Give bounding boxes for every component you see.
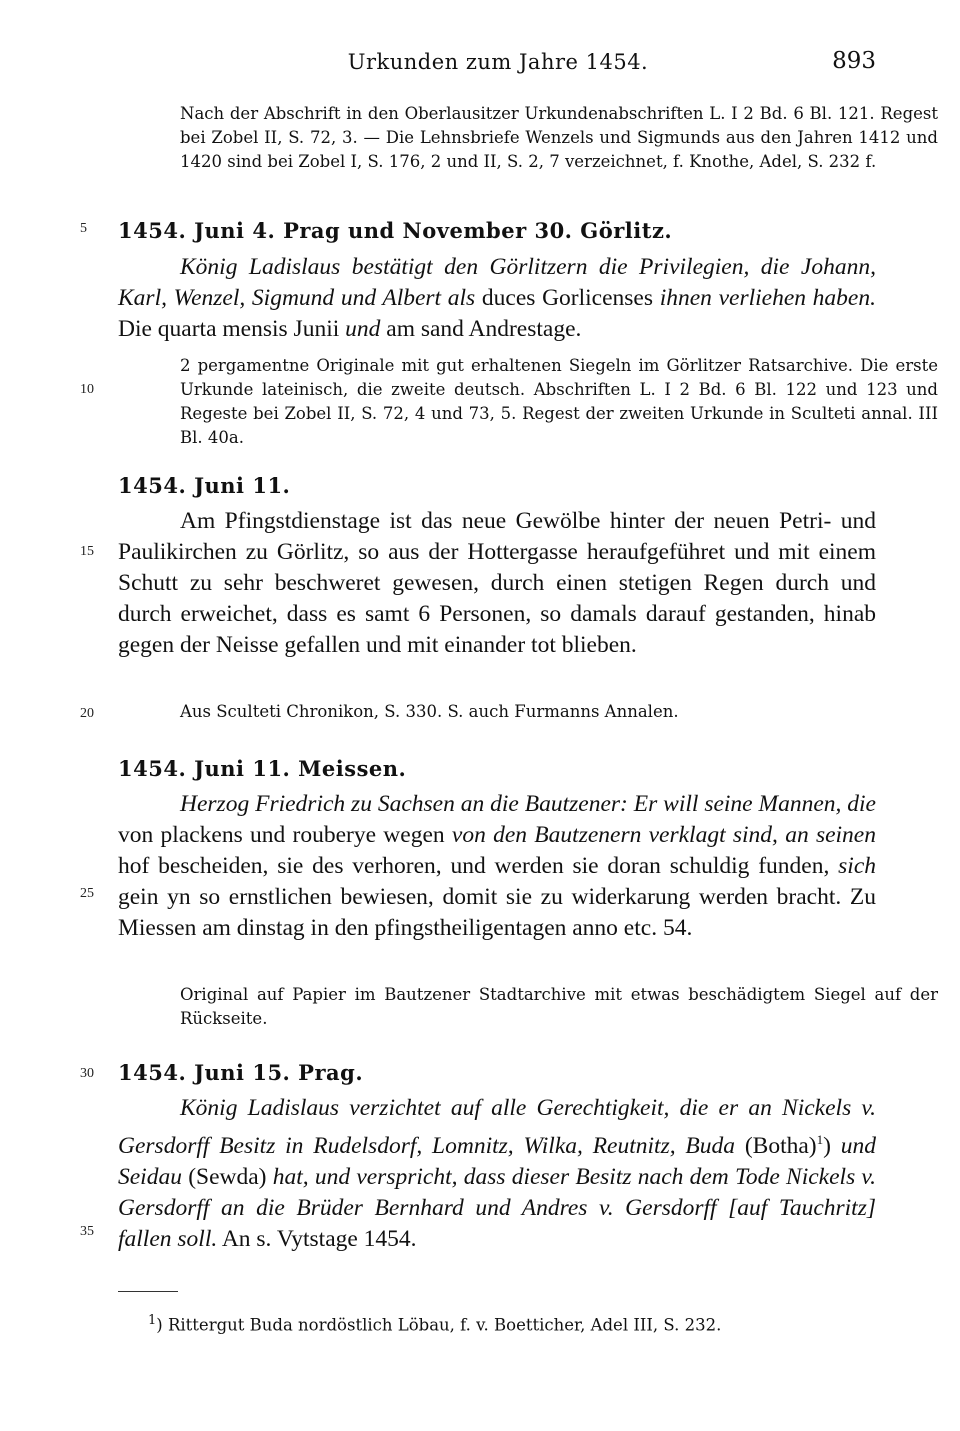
entry-body xyxy=(118,252,876,345)
footnote xyxy=(148,1313,721,1335)
roman-text: hof bescheiden, sie des verhoren, und werden sie doran schuldig funden, xyxy=(118,853,839,879)
footnote-mark[interactable]: 1 xyxy=(816,1132,824,1147)
top-note: Nach der Abschrift in den Oberlausitzer Urkundenabschriften L. I 2 Bd. 6 Bl. 121. Regest bei Zobel II, S. 72, 3. — Die Lehnsbriefe Wenzels und Sigmunds aus den Jahren 1412 und 1420 sind bei Zobel I, S. 176, 2 und II, S. 2, 7 verzeichnet, f. Knothe, Adel, S. 232 f. xyxy=(180,104,938,171)
footnote-number: 1 xyxy=(148,1313,157,1328)
italic-text: König Ladislaus verzichtet auf alle Gerechtigkeit, die er an Nickels v. Gersdorff Besitz in Rudelsdorf, Lomnitz, Wilka, Reutnitz, Buda xyxy=(118,1095,876,1159)
entry-heading: 1454. Juni 11. Meissen. xyxy=(118,756,407,781)
entry-heading: 1454. Juni 15. Prag. xyxy=(118,1060,364,1085)
roman-text: (Botha) xyxy=(735,1132,817,1159)
italic-text: König Ladislaus bestätigt den Görlitzern die Privilegien, die Johann, Karl, Wenzel, Sigmund und Albert als xyxy=(118,254,876,311)
roman-text: (Sewda) xyxy=(181,1163,273,1190)
entry-body xyxy=(118,1093,876,1255)
italic-text: hat, und verspricht, dass dieser Besitz nach dem Tode Nickels v. Gersdorff an die Brüder Bernhard und Andres v. Gersdorff [auf Tauchritz] fallen soll. xyxy=(118,1163,876,1252)
entry-note: Aus Sculteti Chronikon, S. 330. S. auch Furmanns Annalen. xyxy=(180,702,679,721)
footnote-rule xyxy=(118,1291,178,1292)
line-number: 25 xyxy=(80,886,94,901)
roman-text: am sand Andrestage. xyxy=(380,316,582,342)
roman-text: Die quarta mensis Junii xyxy=(118,316,346,342)
italic-text: und xyxy=(345,316,381,342)
roman-text: ) xyxy=(823,1132,841,1159)
italic-text: ihnen verliehen haben. xyxy=(659,285,876,311)
line-number: 30 xyxy=(80,1066,94,1081)
line-number: 5 xyxy=(80,221,87,236)
line-number: 15 xyxy=(80,544,94,559)
entry-note: 2 pergamentne Originale mit gut erhaltenen Siegeln im Görlitzer Ratsarchive. Die erste Urkunde lateinisch, die zweite deutsch. Abschriften L. I 2 Bd. 6 Bl. 122 und 123 und Regeste bei Zobel II, S. 72, 4 und 73, 5. Regest der zweiten Urkunde in Sculteti annal. III Bl. 40a. xyxy=(180,356,938,447)
page-number: 893 xyxy=(832,48,876,74)
line-number: 20 xyxy=(80,706,94,721)
roman-text: duces Gorlicenses xyxy=(475,285,660,311)
italic-text: und Seidau xyxy=(118,1132,877,1190)
footnote-text: ) Rittergut Buda nordöstlich Löbau, f. v. Boetticher, Adel III, S. 232. xyxy=(156,1315,722,1335)
line-number: 10 xyxy=(80,382,94,397)
entry-body xyxy=(118,789,876,944)
running-head: Urkunden zum Jahre 1454. xyxy=(347,50,649,74)
italic-text: von den Bautzenern verklagt sind, an seinen xyxy=(451,822,876,848)
entry-heading: 1454. Juni 4. Prag und November 30. Görlitz. xyxy=(118,218,673,243)
body-text: Am Pfingstdienstage ist das neue Gewölbe hinter der neuen Petri- und Paulikirchen zu Görlitz, so aus der Hottergasse heraufgeführet und mit einem Schutt zu sehr beschweret gewesen, durch einen stetigen Regen durch und durch erweichet, dass es samt 6 Personen, so damals darauf gestanden, hinab gegen der Neisse gefallen und mit einander tot blieben. xyxy=(118,508,876,658)
roman-text: An s. Vytstage 1454. xyxy=(217,1225,417,1252)
entry-heading: 1454. Juni 11. xyxy=(118,473,291,498)
italic-text: sich xyxy=(838,853,876,879)
line-number: 35 xyxy=(80,1224,94,1239)
entry-note: Original auf Papier im Bautzener Stadtarchive mit etwas beschädigtem Siegel auf der Rückseite. xyxy=(180,985,938,1028)
roman-text: gein yn so ernstlichen bewiesen, domit sie zu widerkarung werden bracht. Zu Miessen am dinstag in den pfingstheiligentagen anno etc. 54. xyxy=(118,884,876,941)
roman-text: von plackens und rouberye wegen xyxy=(118,822,452,848)
entry-body xyxy=(118,506,876,661)
italic-text: Herzog Friedrich zu Sachsen an die Bautzener: Er will seine Mannen, die xyxy=(180,791,876,817)
